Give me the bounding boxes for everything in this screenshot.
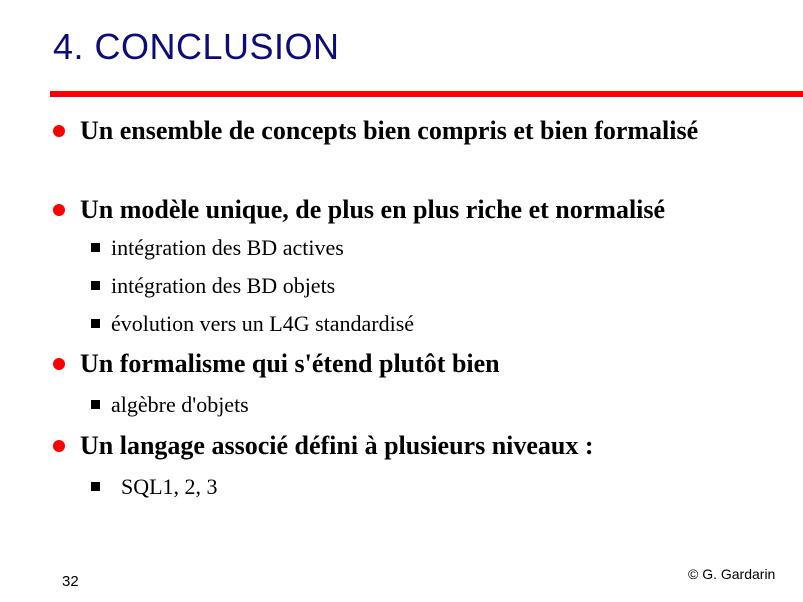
title-rule — [50, 91, 803, 97]
bullet-text: Un langage associé défini à plusieurs niveaux : — [80, 431, 594, 460]
square-bullet-icon — [91, 482, 100, 491]
sub-text: SQL1, 2, 3 — [121, 474, 218, 499]
sub-item — [91, 234, 691, 262]
bullet-item — [53, 347, 753, 381]
page-number: 32 — [62, 573, 79, 590]
sub-item — [91, 391, 691, 419]
sub-text: intégration des BD objets — [111, 273, 336, 298]
sub-item — [91, 473, 691, 501]
sub-text: algèbre d'objets — [111, 392, 249, 417]
bullet-dot-icon — [53, 204, 65, 216]
square-bullet-icon — [91, 281, 100, 290]
sub-text: évolution vers un L4G standardisé — [111, 311, 415, 336]
bullet-dot-icon — [53, 125, 65, 137]
square-bullet-icon — [91, 243, 100, 252]
bullet-item — [53, 429, 753, 463]
footer-copyright: © G. Gardarin — [688, 566, 776, 582]
slide-title: 4. CONCLUSION — [53, 26, 340, 67]
bullet-text: Un ensemble de concepts bien compris et bien formalisé — [80, 116, 699, 145]
square-bullet-icon — [91, 400, 100, 409]
bullet-text: Un modèle unique, de plus en plus riche et normalisé — [80, 195, 666, 224]
bullet-dot-icon — [53, 440, 65, 452]
sub-text: intégration des BD actives — [111, 235, 344, 260]
sub-item — [91, 272, 691, 300]
sub-item — [91, 310, 691, 338]
bullet-dot-icon — [53, 358, 65, 370]
bullet-text: Un formalisme qui s'étend plutôt bien — [80, 349, 500, 378]
bullet-item — [53, 114, 753, 148]
square-bullet-icon — [91, 319, 100, 328]
bullet-item — [53, 193, 753, 227]
